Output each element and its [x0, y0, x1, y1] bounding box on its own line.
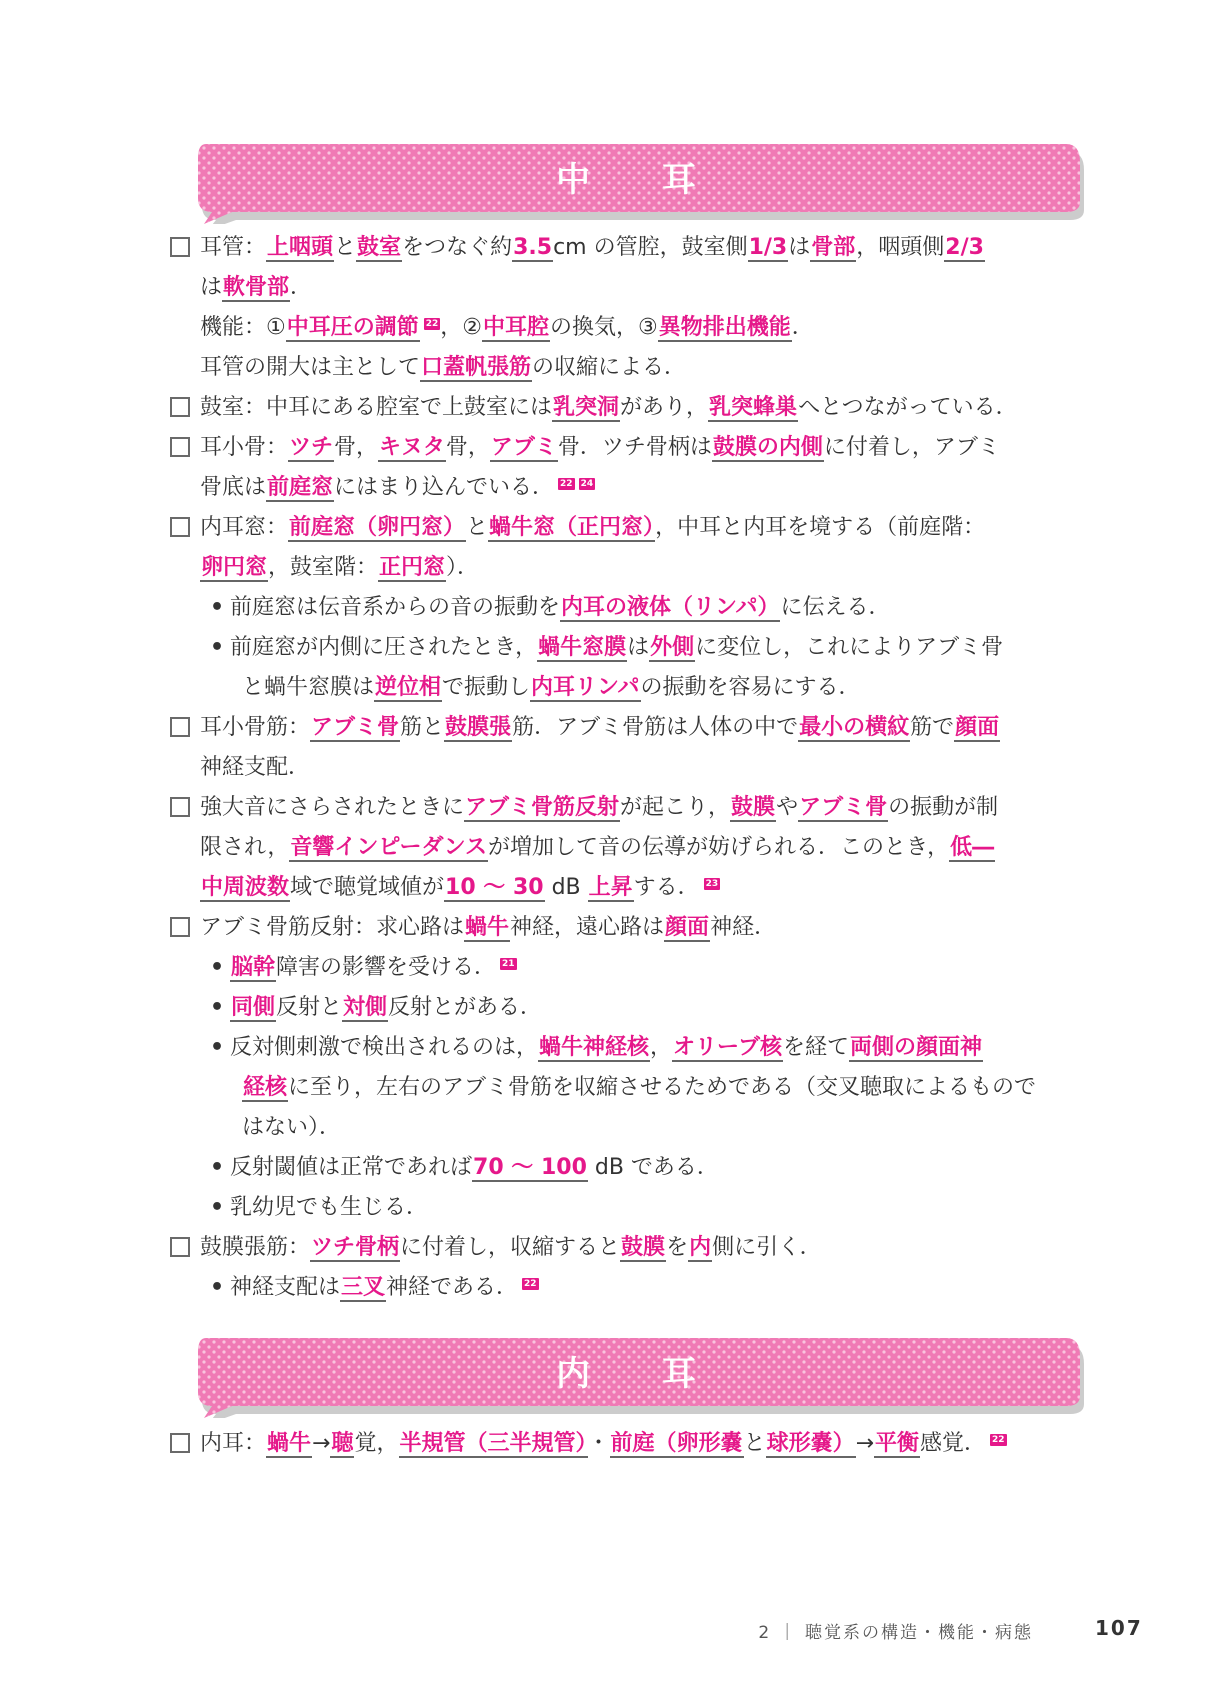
keyword: 蝸牛	[465, 915, 510, 940]
text: ，鼓室階：	[268, 555, 379, 580]
text-line	[170, 468, 1092, 508]
text: を	[666, 1235, 689, 1260]
keyword: 鼓膜	[731, 795, 776, 820]
keyword: 鼓膜張	[445, 715, 512, 740]
text-line	[170, 828, 1092, 868]
text: 域で聴覚域値が	[290, 875, 445, 900]
text: は	[627, 635, 650, 660]
section-banner-inner-ear	[196, 1334, 1086, 1418]
keyword: 口蓋帆張筋	[421, 355, 532, 380]
keyword: ツチ骨柄	[311, 1235, 400, 1260]
checkbox[interactable]	[170, 1237, 190, 1257]
text-line	[170, 308, 1092, 348]
text: が起こり，	[620, 795, 731, 820]
checklist-item	[170, 908, 1092, 948]
keyword: 球形嚢）	[766, 1431, 855, 1456]
text: →	[312, 1431, 331, 1456]
text: を経て	[782, 1035, 849, 1060]
text: ，②	[440, 315, 483, 340]
text: 反射閾値は正常であれば	[230, 1155, 473, 1180]
checklist-item	[170, 708, 1092, 748]
keyword: 同側	[231, 995, 276, 1020]
checkbox[interactable]	[170, 797, 190, 817]
checkbox[interactable]	[170, 1433, 190, 1453]
keyword: アブミ骨筋反射	[465, 795, 620, 820]
text: dB	[544, 875, 588, 900]
keyword: 卵円窓	[201, 555, 268, 580]
keyword: 鼓膜の内側	[712, 435, 823, 460]
text: 神経である．	[386, 1275, 519, 1300]
text: 神経支配．	[200, 755, 311, 780]
keyword: 平衡	[875, 1431, 920, 1456]
bullet-dot: •	[210, 635, 225, 660]
keyword: 半規管（三半規管）	[399, 1431, 587, 1456]
keyword: 最小の横紋	[799, 715, 910, 740]
text: dB である．	[587, 1155, 719, 1180]
text: ）．	[446, 555, 480, 580]
checklist-item	[170, 788, 1092, 828]
keyword: 中周波数	[201, 875, 290, 900]
keyword: 乳突蜂巣	[709, 395, 798, 420]
keyword: 聴	[331, 1431, 354, 1456]
section-title: 中 耳	[556, 160, 726, 200]
exam-ref-badge: 21	[502, 958, 515, 969]
keyword: ツチ	[289, 435, 334, 460]
text: は	[788, 235, 811, 260]
text: 覚，	[354, 1431, 399, 1456]
text: と	[334, 235, 357, 260]
text: 耳管の開大は主として	[200, 355, 421, 380]
keyword: 対側	[343, 995, 388, 1020]
text: 神経．	[710, 915, 777, 940]
text: 反射と	[276, 995, 343, 1020]
keyword: 軟骨部	[223, 275, 290, 300]
text: 骨底は	[200, 475, 267, 500]
text-line	[170, 348, 1092, 388]
text: と蝸牛窓膜は	[242, 675, 375, 700]
text-line	[170, 1068, 1092, 1108]
keyword: 三叉	[341, 1275, 386, 1300]
checkbox[interactable]	[170, 397, 190, 417]
text-line	[170, 748, 1092, 788]
checklist-item	[170, 428, 1092, 468]
bullet-item	[170, 1148, 1092, 1188]
section-title: 内 耳	[556, 1354, 726, 1394]
chapter-label: 2 ｜ 聴覚系の構造・機能・病態	[758, 1623, 1033, 1643]
keyword: アブミ骨	[799, 795, 888, 820]
text: ，中耳と内耳を境する（前庭階：	[655, 515, 986, 540]
keyword: 蝸牛	[267, 1431, 312, 1456]
text: 骨，	[445, 435, 490, 460]
keyword: アブミ	[490, 435, 557, 460]
text: 神経，遠心路は	[510, 915, 665, 940]
text: 障害の影響を受ける．	[276, 955, 497, 980]
text: 神経支配は	[230, 1275, 341, 1300]
text: ，	[650, 1035, 673, 1060]
text: アブミ骨筋反射：求心路は	[200, 915, 465, 940]
text: が増加して音の伝導が妨げられる．このとき，	[488, 835, 950, 860]
keyword: 内	[689, 1235, 712, 1260]
keyword: 3.5	[513, 235, 553, 260]
exam-ref-badge: 22	[992, 1434, 1005, 1445]
checkbox[interactable]	[170, 917, 190, 937]
text: 骨．ツチ骨柄は	[557, 435, 712, 460]
bullet-dot: •	[210, 595, 225, 620]
text: ・	[587, 1431, 610, 1456]
text: ．	[290, 275, 313, 300]
keyword: 音響インピーダンス	[290, 835, 488, 860]
keyword: 2/3	[945, 235, 984, 260]
checklist-item	[170, 1228, 1092, 1268]
keyword: 低―	[950, 835, 995, 860]
keyword: 前庭窓	[267, 475, 334, 500]
section-banner-middle-ear	[196, 140, 1086, 224]
text-line	[170, 868, 1092, 908]
checklist-item	[170, 1424, 1092, 1464]
checkbox[interactable]	[170, 237, 190, 257]
exam-ref-badge: 22	[524, 1278, 537, 1289]
text: の振動を容易にする．	[640, 675, 861, 700]
keyword: 1/3	[748, 235, 788, 260]
bullet-item	[170, 628, 1092, 668]
text: にはまり込んでいる．	[334, 475, 555, 500]
bullet-dot: •	[210, 995, 225, 1020]
keyword: 鼓室	[357, 235, 402, 260]
text: 前庭窓が内側に圧されたとき，	[230, 635, 538, 660]
text: と	[743, 1431, 766, 1456]
keyword: 中耳圧の調節	[286, 315, 419, 340]
keyword: 脳幹	[231, 955, 276, 980]
page-footer	[0, 1618, 1213, 1648]
text-line	[170, 268, 1092, 308]
text: 耳管：	[200, 235, 267, 260]
text: は	[200, 275, 223, 300]
text: の換気，③	[550, 315, 658, 340]
text: に付着し，アブミ	[823, 435, 1000, 460]
keyword: アブミ骨	[311, 715, 400, 740]
keyword: キヌタ	[379, 435, 445, 460]
page-number: 107	[1095, 1616, 1143, 1640]
keyword: 上咽頭	[267, 235, 334, 260]
text: はない）．	[242, 1115, 342, 1140]
checklist-item	[170, 508, 1092, 548]
checklist-item	[170, 388, 1092, 428]
text: 機能：①	[200, 315, 286, 340]
keyword: 前庭窓（卵円窓）	[289, 515, 466, 540]
text-line	[170, 668, 1092, 708]
text: に変位し，これによりアブミ骨	[695, 635, 1004, 660]
keyword: 前庭（卵形嚢	[610, 1431, 743, 1456]
text-line	[170, 548, 1092, 588]
keyword: 乳突洞	[553, 395, 620, 420]
section-body-inner-ear	[170, 1424, 1092, 1464]
text: や	[776, 795, 799, 820]
bullet-dot: •	[210, 1035, 225, 1060]
text: 耳小骨筋：	[200, 715, 311, 740]
keyword: 顔面	[955, 715, 1000, 740]
exam-ref-badge: 24	[580, 478, 594, 489]
text: で振動し	[442, 675, 531, 700]
text: に付着し，収縮すると	[400, 1235, 621, 1260]
keyword: 内耳リンパ	[531, 675, 640, 700]
text: をつなぐ約	[402, 235, 513, 260]
text: の収縮による．	[532, 355, 687, 380]
text: 側に引く．	[712, 1235, 822, 1260]
keyword: 10 〜 30	[445, 875, 544, 900]
text: cm の管腔，鼓室側	[553, 235, 748, 260]
keyword: 蝸牛窓膜	[538, 635, 627, 660]
text: 筋と	[400, 715, 445, 740]
text: 感覚．	[920, 1431, 987, 1456]
checkbox[interactable]	[170, 517, 190, 537]
text: の振動が制	[888, 795, 999, 820]
text: 骨，	[334, 435, 379, 460]
bullet-item	[170, 1028, 1092, 1068]
keyword: 外側	[650, 635, 695, 660]
text-line	[170, 1108, 1092, 1148]
text: ，咽頭側	[856, 235, 945, 260]
bullet-item	[170, 988, 1092, 1028]
text: に至り，左右のアブミ骨筋を収縮させるためである（交叉聴取によるもので	[288, 1075, 1037, 1100]
bullet-item	[170, 588, 1092, 628]
keyword: 蝸牛神経核	[539, 1035, 650, 1060]
keyword: 鼓膜	[621, 1235, 666, 1260]
keyword: 骨部	[811, 235, 856, 260]
text: →	[855, 1431, 875, 1456]
text: 鼓室：中耳にある腔室で上鼓室には	[200, 395, 553, 420]
keyword: 両側の顔面神	[849, 1035, 982, 1060]
bullet-item	[170, 1188, 1092, 1228]
keyword: 中耳腔	[483, 315, 550, 340]
bullet-dot: •	[210, 955, 225, 980]
section-body-middle-ear	[170, 228, 1092, 1308]
keyword: 70 〜 100	[473, 1155, 587, 1180]
text: 耳小骨：	[200, 435, 289, 460]
text: 鼓膜張筋：	[200, 1235, 311, 1260]
text: 内耳窓：	[200, 515, 289, 540]
checkbox[interactable]	[170, 437, 190, 457]
checkbox[interactable]	[170, 717, 190, 737]
checklist-item	[170, 228, 1092, 268]
text: 限され，	[200, 835, 290, 860]
bullet-item	[170, 948, 1092, 988]
text: へとつながっている．	[798, 395, 1018, 420]
text: 強大音にさらされたときに	[200, 795, 465, 820]
keyword: オリーブ核	[673, 1035, 782, 1060]
bullet-dot: •	[210, 1275, 225, 1300]
bullet-dot: •	[210, 1195, 225, 1220]
exam-ref-badge: 23	[705, 878, 719, 889]
keyword: 蝸牛窓（正円窓）	[489, 515, 655, 540]
keyword: 顔面	[665, 915, 710, 940]
text: 筋．アブミ骨筋は人体の中で	[512, 715, 799, 740]
text: 前庭窓は伝音系からの音の振動を	[230, 595, 561, 620]
bullet-item	[170, 1268, 1092, 1308]
text: ．	[791, 315, 814, 340]
keyword: 経核	[243, 1075, 288, 1100]
keyword: 正円窓	[379, 555, 446, 580]
text: する．	[633, 875, 700, 900]
keyword: 異物排出機能	[658, 315, 791, 340]
exam-ref-badge: 22	[560, 478, 573, 489]
text: 内耳：	[200, 1431, 267, 1456]
keyword: 逆位相	[375, 675, 442, 700]
text: に伝える．	[780, 595, 891, 620]
text: 反射とがある．	[388, 995, 543, 1020]
text: 筋で	[910, 715, 955, 740]
text: と	[466, 515, 489, 540]
keyword: 上昇	[588, 875, 633, 900]
exam-ref-badge: 22	[425, 318, 439, 329]
text: 反対側刺激で検出されるのは，	[230, 1035, 539, 1060]
text: 乳幼児でも生じる．	[230, 1195, 429, 1220]
text: があり，	[620, 395, 709, 420]
keyword: 内耳の液体（リンパ）	[561, 595, 780, 620]
bullet-dot: •	[210, 1155, 225, 1180]
